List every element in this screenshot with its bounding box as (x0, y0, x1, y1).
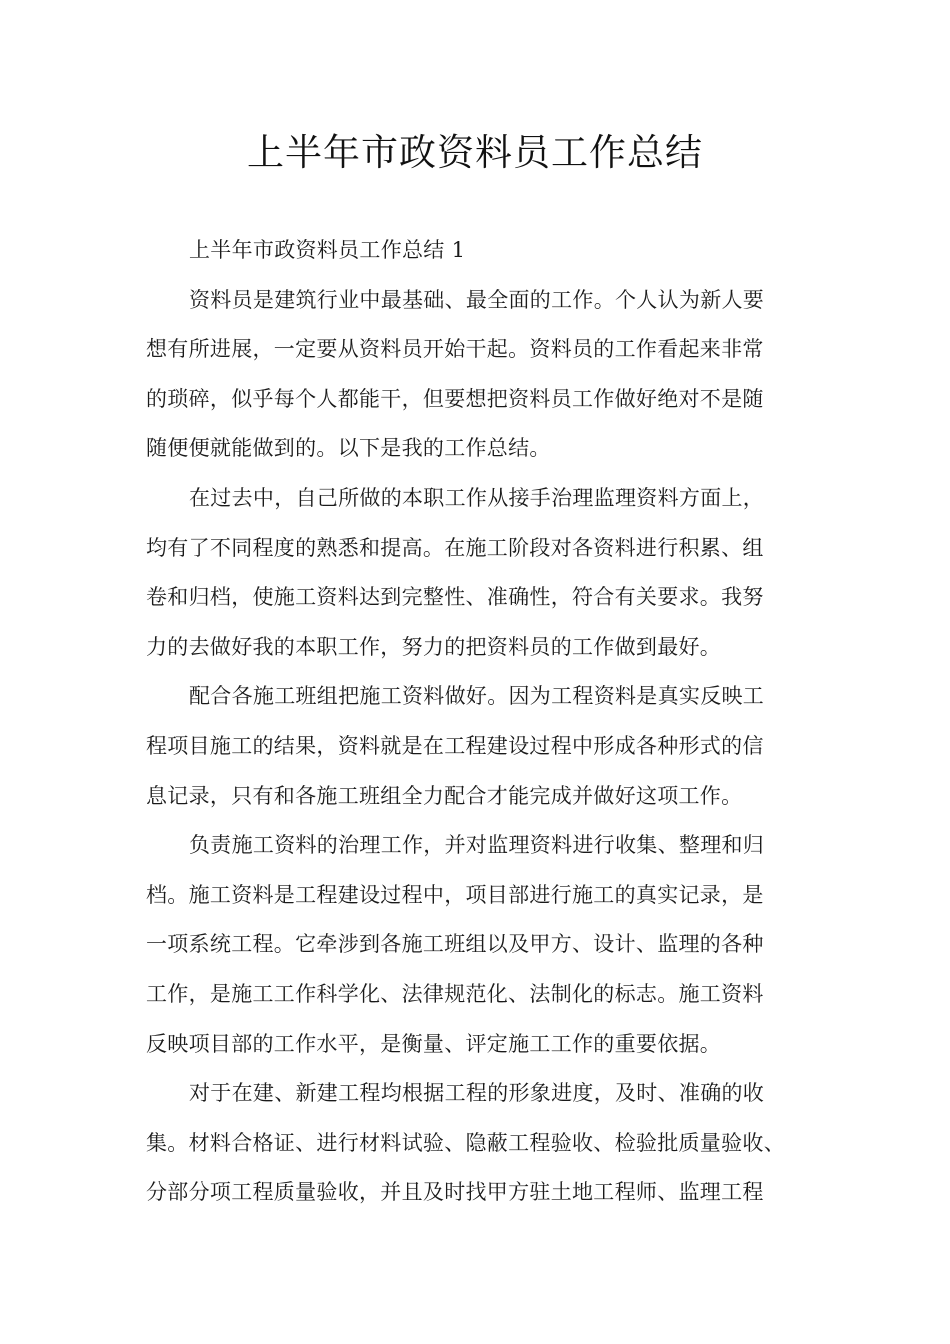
body-line: 档。施工资料是工程建设过程中，项目部进行施工的真实记录，是 (146, 882, 764, 907)
body-line: 对于在建、新建工程均根据工程的形象进度，及时、准确的收 (189, 1081, 765, 1106)
document-title: 上半年市政资料员工作总结 (247, 131, 703, 174)
body-line: 工作，是施工工作科学化、法律规范化、法制化的标志。施工资料 (146, 981, 764, 1006)
body-line: 均有了不同程度的熟悉和提高。在施工阶段对各资料进行积累、组 (146, 535, 764, 560)
body-line: 卷和归档，使施工资料达到完整性、准确性，符合有关要求。我努 (146, 585, 764, 610)
body-line: 配合各施工班组把施工资料做好。因为工程资料是真实反映工 (189, 684, 765, 709)
body-line: 分部分项工程质量验收，并且及时找甲方驻土地工程师、监理工程 (146, 1180, 764, 1205)
body-line: 集。材料合格证、进行材料试验、隐蔽工程验收、检验批质量验收、 (146, 1130, 785, 1155)
body-line: 随便便就能做到的。以下是我的工作总结。 (146, 436, 551, 461)
document-body (146, 226, 826, 1218)
body-line: 负责施工资料的治理工作，并对监理资料进行收集、整理和归 (189, 833, 765, 858)
body-line: 想有所进展，一定要从资料员开始干起。资料员的工作看起来非常 (146, 337, 764, 362)
body-line: 息记录，只有和各施工班组全力配合才能完成并做好这项工作。 (146, 783, 743, 808)
body-line: 资料员是建筑行业中最基础、最全面的工作。个人认为新人要 (189, 287, 765, 312)
body-line: 一项系统工程。它牵涉到各施工班组以及甲方、设计、监理的各种 (146, 932, 764, 957)
body-line: 上半年市政资料员工作总结 1 (189, 238, 466, 262)
body-line: 程项目施工的结果，资料就是在工程建设过程中形成各种形式的信 (146, 733, 764, 758)
body-line: 力的去做好我的本职工作，努力的把资料员的工作做到最好。 (146, 634, 722, 659)
body-line: 的琐碎，似乎每个人都能干，但要想把资料员工作做好绝对不是随 (146, 386, 764, 411)
body-line: 反映项目部的工作水平，是衡量、评定施工工作的重要依据。 (146, 1031, 722, 1056)
body-line: 在过去中，自己所做的本职工作从接手治理监理资料方面上， (189, 485, 765, 510)
